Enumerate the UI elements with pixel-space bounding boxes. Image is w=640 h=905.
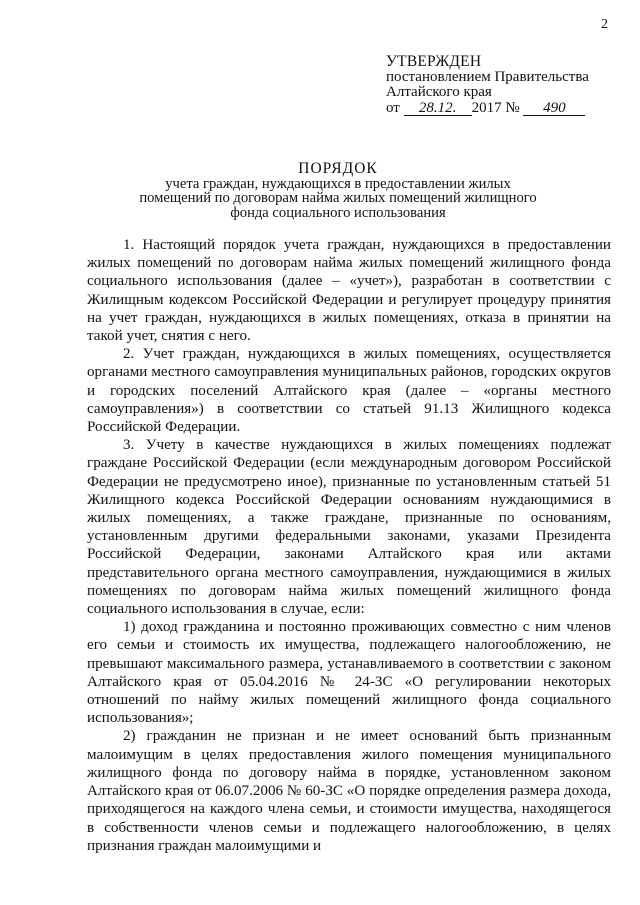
approval-stamp: УТВЕРЖДЕН xyxy=(386,53,482,70)
approval-line-2: Алтайского края xyxy=(386,84,492,100)
page-number: 2 xyxy=(601,17,608,32)
date-prefix: от xyxy=(386,99,400,116)
paragraph-2: 2. Учет граждан, нуждающихся в жилых помещениях, осуществляется органами местного самоуправления муниципальных районов, городских округов и городских поселений Алтайского края (далее – «органы местного самоуправления») в соответствии со статьей 91.13 Жилищного кодекса Российской Федерации. xyxy=(87,346,611,436)
subparagraph-1: 1) доход гражданина и постоянно проживающих совместно с ним членов его семьи и стоимость их имущества, подлежащего налогообложению, не превышают максимального размера, устанавливаемого в соответствии с законом Алтайского края от 05.04.2016 № 24-ЗС «О регулировании некоторых отношений по найму жилых помещений жилищного фонда социального использования»; xyxy=(87,619,611,727)
approval-date: 28.12. xyxy=(404,101,472,116)
subparagraph-2: 2) гражданин не признан и не имеет оснований быть признанным малоимущим в целях предоставления жилого помещения муниципального жилищного фонда по договору найма в порядке, установленном законом Алтайского края от 06.07.2006 № 60-ЗС «О порядке определения размера дохода, приходящегося на каждого члена семьи, и стоимости имущества, находящегося в собственности членов семьи и подлежащего налогообложению, в целях признания граждан малоимущими и xyxy=(87,728,611,854)
approval-year: 2017 xyxy=(471,99,502,116)
paragraph-3: 3. Учету в качестве нуждающихся в жилых помещениях подлежат граждане Российской Федерации (если международным договором Российской Федерации не предусмотрено иное), признанные по установленным статьей 51 Жилищного кодекса Российской Федерации основаниям нуждающимися в жилых помещениях, а также граждане, признанные по основаниям, установленным другими федеральными законами, указами Президента Российской Федерации, законами Алтайского края или актами представительного органа местного самоуправления, нуждающимися в жилых помещениях по договорам найма жилых помещений жилищного фонда социального использования в случае, если: xyxy=(87,437,611,618)
approval-line-1: постановлением Правительства xyxy=(386,68,589,85)
document-title-block xyxy=(60,160,616,220)
document-subtitle: учета граждан, нуждающихся в предоставлении жилых помещений по договорам найма жилых помещений жилищного фонда социального использования xyxy=(139,176,537,221)
document-body xyxy=(87,236,611,855)
approval-date-line xyxy=(386,101,626,117)
number-sign: № xyxy=(505,99,520,116)
paragraph-1: 1. Настоящий порядок учета граждан, нуждающихся в предоставлении жилых помещений по договорам найма жилых помещений жилищного фонда социального использования (далее – «учет»), разработан в соответствии с Жилищным кодексом Российской Федерации и регулирует процедуру принятия на учет граждан, нуждающихся в жилых помещениях, отказа в принятии на такой учет, снятия с него. xyxy=(87,237,611,345)
document-title: ПОРЯДОК xyxy=(298,160,378,177)
approval-block xyxy=(386,54,626,116)
approval-number: 490 xyxy=(523,101,585,116)
